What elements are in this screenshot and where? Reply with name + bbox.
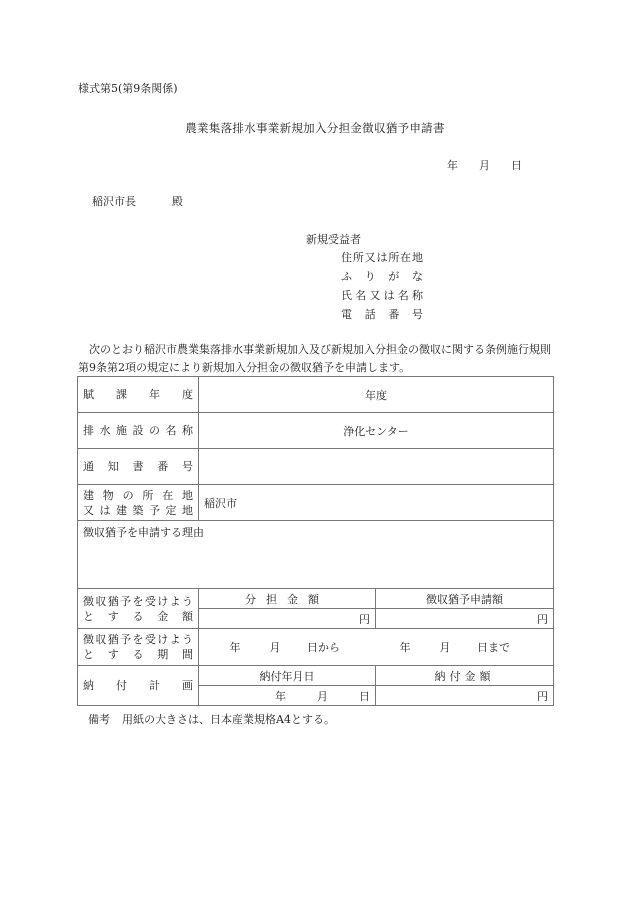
period-from-day: 日から	[307, 641, 340, 654]
period-label	[78, 629, 199, 666]
building-location-label-line2: 又は建築予定地	[83, 503, 193, 517]
share-amount-field[interactable]	[199, 609, 376, 629]
period-label-line2: とする期間	[83, 648, 193, 661]
building-location-label-line1: 建物の所在地	[83, 488, 193, 502]
share-amount-unit: 円	[359, 612, 370, 626]
date-year-field[interactable]: 年	[447, 159, 458, 172]
remarks	[88, 711, 335, 727]
payment-date-header: 納付年月日	[199, 666, 376, 686]
date-day-field[interactable]: 日	[511, 159, 522, 172]
form-number: 様式第5(第9条関係)	[78, 82, 178, 95]
payment-date-year: 年	[275, 689, 286, 703]
fiscal-year-field[interactable]: 年度	[199, 377, 554, 413]
addressee-honorific: 殿	[172, 195, 183, 208]
payment-date-day: 日	[359, 689, 370, 703]
payment-amount-unit: 円	[537, 689, 548, 703]
row-building-location	[78, 485, 554, 521]
period-from-year: 年	[229, 641, 241, 654]
applicant-address-label: 住所又は所在地	[341, 251, 423, 264]
payment-date-field[interactable]	[199, 686, 376, 706]
remarks-label: 備考	[88, 713, 110, 726]
applicant-name-label: 氏名又は名称	[341, 289, 423, 302]
applicant-heading: 新規受益者	[306, 233, 361, 246]
document-title: 農業集落排水事業新規加入分担金徴収猶予申請書	[185, 121, 445, 135]
deferral-amount-header: 徴収猶予申請額	[376, 589, 554, 609]
row-payment-header	[78, 666, 554, 686]
payment-plan-label: 納付計画	[78, 666, 199, 706]
deferral-amount-unit: 円	[537, 612, 548, 626]
building-location-label	[78, 485, 199, 521]
share-amount-header: 分担金額	[199, 589, 376, 609]
payment-amount-field[interactable]	[376, 686, 554, 706]
period-to-year: 年	[399, 641, 411, 654]
row-reason	[78, 521, 554, 589]
remarks-text: 用紙の大きさは、日本産業規格A4とする。	[122, 713, 335, 726]
addressee	[92, 193, 183, 209]
amount-label	[78, 589, 199, 629]
addressee-name: 稲沢市長	[92, 195, 136, 208]
period-to-month: 月	[439, 641, 451, 654]
date-month-field[interactable]: 月	[479, 159, 490, 172]
period-from-month: 月	[269, 641, 281, 654]
applicant-furigana-label: ふりがな	[341, 270, 423, 283]
notice-number-field[interactable]	[199, 449, 554, 485]
intro-paragraph	[78, 341, 553, 377]
intro-text: 次のとおり稲沢市農業集落排水事業新規加入及び新規加入分担金の徴収に関する条例施行規則第9条第2項の規定により新規加入分担金の徴収猶予を申請します。	[78, 343, 551, 374]
row-amount-header	[78, 589, 554, 609]
notice-number-label: 通知書番号	[78, 449, 199, 485]
period-to-day: 日まで	[477, 641, 510, 654]
application-table	[77, 376, 554, 706]
amount-label-line2: とする金額	[83, 609, 193, 623]
period-label-line1: 徴収猶予を受けよう	[83, 633, 193, 646]
reason-label: 徴収猶予を申請する理由	[83, 526, 204, 539]
row-period	[78, 629, 554, 666]
reason-field[interactable]	[78, 521, 554, 589]
applicant-phone-label: 電話番号	[341, 308, 423, 321]
application-date	[447, 157, 527, 173]
fiscal-year-label: 賦課年度	[78, 377, 199, 413]
payment-date-month: 月	[317, 689, 328, 703]
deferral-amount-field[interactable]	[376, 609, 554, 629]
row-facility	[78, 413, 554, 449]
facility-field[interactable]: 浄化センター	[199, 413, 554, 449]
payment-amount-header: 納付金額	[376, 666, 554, 686]
period-field[interactable]	[199, 629, 554, 666]
row-fiscal-year	[78, 377, 554, 413]
amount-label-line1: 徴収猶予を受けよう	[83, 594, 193, 608]
facility-label: 排水施設の名称	[78, 413, 199, 449]
row-notice-number	[78, 449, 554, 485]
building-location-field[interactable]: 稲沢市	[199, 485, 554, 521]
